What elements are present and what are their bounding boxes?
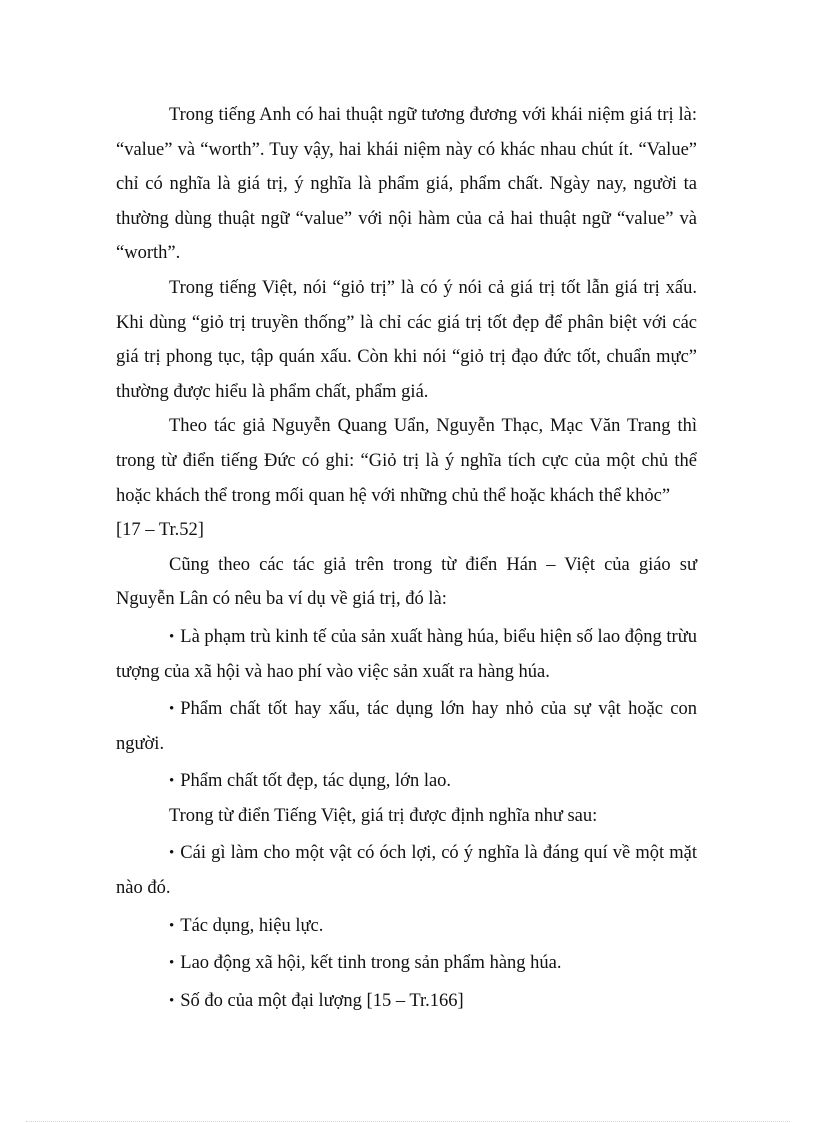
paragraph-value-worth: Trong tiếng Anh có hai thuật ngữ tương đương với khái niệm giá trị là: “value” và “worth”. Tuy vậy, hai khái niệm này có khác nhau chút ít. “Value” chỉ có nghĩa là giá trị, ý nghĩa là phẩm giá, phẩm chất. Ngày nay, người ta thường dùng thuật ngữ “value” với nội hàm của cả hai thuật ngữ “value” và “worth”. [116,105,697,264]
paragraph-german-dictionary: Theo tác giả Nguyễn Quang Uẩn, Nguyễn Thạc, Mạc Văn Trang thì trong từ điển tiếng Đức có ghi: “Giỏ trị là ý nghĩa tích cực của một chủ thể hoặc khách thể trong mối quan hệ với những chủ thể hoặc khách thể khỏc” [116,416,697,506]
page-bottom-divider [26,1121,790,1122]
paragraph-vietnamese-dictionary-intro: Trong từ điển Tiếng Việt, giá trị được định nghĩa như sau: [169,805,598,826]
paragraph-han-viet-dictionary: Cũng theo các tác giả trên trong từ điển Hán – Việt của giáo sư Nguyễn Lân có nêu ba ví dụ về giá trị, đó là: [116,554,697,610]
list-item-text: Phẩm chất tốt đẹp, tác dụng, lớn lao. [180,771,452,792]
bullet-icon: • [169,701,175,718]
bullet-icon: • [169,955,175,972]
list-item-text: Lao động xã hội, kết tinh trong sản phẩm hàng húa. [180,953,562,974]
list-item-text: Là phạm trù kinh tế của sản xuất hàng húa, biểu hiện số lao động trừu tượng của xã hội và hao phí vào việc sản xuất ra hàng húa. [116,626,697,682]
list-item-text: Số đo của một đại lượng [15 – Tr.166] [180,990,464,1011]
paragraph-vietnamese-meaning: Trong tiếng Việt, nói “giỏ trị” là có ý nói cả giá trị tốt lẫn giá trị xấu. Khi dùng “giỏ trị truyền thống” là chỉ các giá trị tốt đẹp để phân biệt với các giá trị phong tục, tập quán xấu. Còn khi nói “giỏ trị đạo đức tốt, chuẩn mực” thường được hiểu là phẩm chất, phẩm giá. [116,277,697,402]
bullet-icon: • [169,917,175,934]
list-item [116,946,697,981]
list-item [116,620,697,689]
citation-17: [17 – Tr.52] [116,520,204,541]
bullet-icon: • [169,845,175,862]
list-item-text: Phẩm chất tốt hay xấu, tác dụng lớn hay nhỏ của sự vật hoặc con người. [116,699,697,754]
list-item [116,692,697,761]
bullet-icon: • [169,628,175,645]
list-item [116,836,697,905]
list-item-text: Tác dụng, hiệu lực. [180,915,324,936]
list-item [116,909,697,944]
bullet-icon: • [169,773,175,790]
list-item-text: Cái gì làm cho một vật có óch lợi, có ý nghĩa là đáng quí về một mặt nào đó. [116,843,697,899]
list-item [116,764,697,799]
list-item [116,984,697,1019]
bullet-icon: • [169,992,175,1009]
document-body [116,98,697,1018]
